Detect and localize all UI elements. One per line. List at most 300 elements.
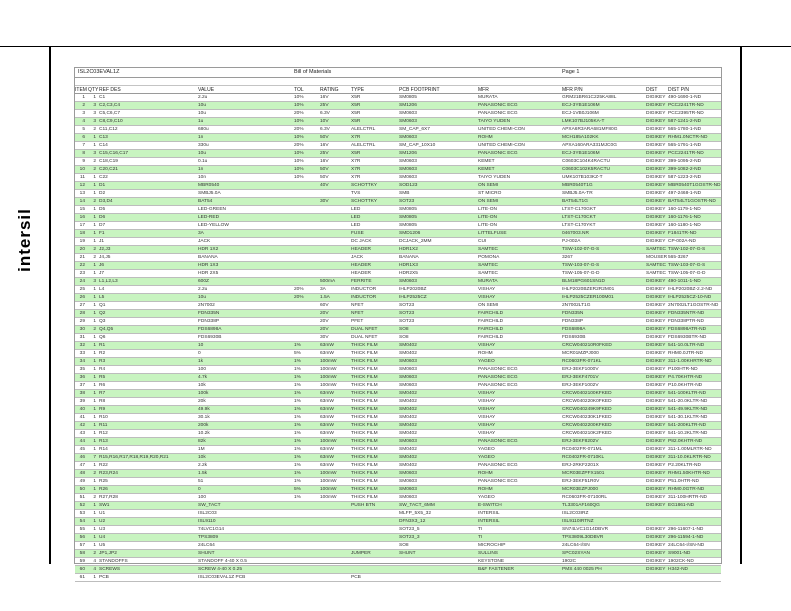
table-row xyxy=(75,438,721,446)
cell-mfr: VISHAY xyxy=(478,399,496,404)
cell-mfr: VISHAY xyxy=(478,295,496,300)
cell-mfr: YAGEO xyxy=(478,495,495,500)
cell-qty: 1 xyxy=(93,535,96,540)
cell-dist-pn: 541-20.0KLTR-ND xyxy=(668,399,708,404)
cell-dist: DIGIKEY xyxy=(646,495,666,500)
cell-rating: 63mW xyxy=(320,431,334,436)
cell-item: 29 xyxy=(79,319,85,324)
cell-mfr: UNITED CHEMI-CON xyxy=(478,143,525,148)
cell-value: BANANA xyxy=(198,255,218,260)
cell-item: 15 xyxy=(79,207,85,212)
cell-dist: DIGIKEY xyxy=(646,455,666,460)
cell-dist-pn: H342-ND xyxy=(668,567,688,572)
cell-mfr-pn: GRM21BR61C225KA88L xyxy=(562,95,617,100)
cell-value: SHUNT xyxy=(198,551,215,556)
cell-type: PCB xyxy=(351,575,361,580)
cell-mfr-pn: ECJ-1VB0J106M xyxy=(562,111,599,116)
cell-dist: SAMTEC xyxy=(646,247,666,252)
cell-pcb-footprint: SM0805 xyxy=(399,215,417,220)
cell-qty: 2 xyxy=(93,471,96,476)
cell-pcb-footprint: SM0402 xyxy=(399,391,417,396)
cell-item: 59 xyxy=(79,559,85,564)
cell-qty: 1 xyxy=(93,431,96,436)
cell-mfr-pn: FDN335N xyxy=(562,311,584,316)
cell-qty: 2 xyxy=(93,247,96,252)
cell-item: 18 xyxy=(79,231,85,236)
cell-dist-pn: 490-1690-1-ND xyxy=(668,95,702,100)
cell-mfr-pn: ERJ-3EKF1002V xyxy=(562,383,599,388)
cell-type: HEADER xyxy=(351,263,371,268)
cell-dist-pn: 160-1176-1-ND xyxy=(668,215,701,220)
cell-tol: 5% xyxy=(294,487,301,492)
cell-pcb-footprint: SOT23 xyxy=(399,303,415,308)
cell-item: 10 xyxy=(79,167,85,172)
cell-item: 7 xyxy=(82,143,85,148)
cell-qty: 1 xyxy=(93,527,96,532)
cell-dist: DIGIKEY xyxy=(646,535,666,540)
cell-rating: 20V xyxy=(320,327,329,332)
table-row xyxy=(75,534,721,542)
cell-type: JUMPER xyxy=(351,551,371,556)
cell-type: THICK FILM xyxy=(351,479,378,484)
cell-mfr-pn: ECJ-3YB1E106M xyxy=(562,103,600,108)
cell-mfr-pn: RC0402FR-071ML xyxy=(562,447,603,452)
cell-dist: DIGIKEY xyxy=(646,151,666,156)
cell-pcb-footprint: SOD123 xyxy=(399,183,418,188)
table-row xyxy=(75,430,721,438)
cell-mfr: LITE-ON xyxy=(478,215,497,220)
cell-type: X7R xyxy=(351,175,361,180)
cell-pcb-footprint: SM0603 xyxy=(399,375,417,380)
cell-rating: 20V xyxy=(320,311,329,316)
cell-tol: 1% xyxy=(294,415,301,420)
cell-value: 4.7k xyxy=(198,375,208,380)
cell-rating: 16V xyxy=(320,143,329,148)
cell-mfr-pn: ERJ-3EKF1000V xyxy=(562,367,599,372)
cell-dist: DIGIKEY xyxy=(646,287,666,292)
cell-mfr: ROHM xyxy=(478,351,493,356)
cell-ref-des: D2 xyxy=(99,191,106,196)
cell-type: THICK FILM xyxy=(351,439,378,444)
cell-dist: SAMTEC xyxy=(646,271,666,276)
cell-item: 8 xyxy=(82,151,85,156)
cell-qty: 4 xyxy=(93,567,96,572)
cell-mfr: TI xyxy=(478,535,483,540)
cell-ref-des: C20,C21 xyxy=(99,167,118,172)
cell-dist: DIGIKEY xyxy=(646,303,666,308)
cell-ref-des: U3 xyxy=(99,527,106,532)
cell-qty: 2 xyxy=(93,127,96,132)
table-row xyxy=(75,230,721,238)
cell-qty: 1 xyxy=(93,319,96,324)
table-row xyxy=(75,470,721,478)
cell-mfr: TI xyxy=(478,527,483,532)
cell-ref-des: C2,C3,C4 xyxy=(99,103,121,108)
cell-dist-pn: F1841TR-ND xyxy=(668,231,697,236)
cell-mfr-pn: TSW-105-07-G-D xyxy=(562,271,600,276)
cell-dist: DIGIKEY xyxy=(646,335,666,340)
cell-value: 330u xyxy=(198,143,209,148)
table-row xyxy=(75,238,721,246)
table-row xyxy=(75,406,721,414)
cell-value: 0 xyxy=(198,487,201,492)
cell-mfr-pn: 1902C xyxy=(562,559,577,564)
cell-dist: DIGIKEY xyxy=(646,487,666,492)
cell-ref-des: R6 xyxy=(99,383,106,388)
cell-value: 1k xyxy=(198,359,204,364)
col-value: VALUE xyxy=(198,87,215,93)
cell-pcb-footprint: SOT23 xyxy=(399,311,415,316)
cell-qty: 1 xyxy=(93,239,96,244)
cell-dist: DIGIKEY xyxy=(646,503,666,508)
table-row xyxy=(75,246,721,254)
cell-type: THICK FILM xyxy=(351,407,378,412)
cell-pcb-footprint: SM1206 xyxy=(399,103,417,108)
cell-value: LED-YELLOW xyxy=(198,223,229,228)
cell-ref-des: R12 xyxy=(99,431,108,436)
cell-qty: 1 xyxy=(93,359,96,364)
cell-value: BAT54 xyxy=(198,199,213,204)
table-row xyxy=(75,478,721,486)
cell-ref-des: U4 xyxy=(99,535,106,540)
cell-mfr-pn: TSW-102-07-G-S xyxy=(562,247,600,252)
cell-pcb-footprint: SM_CAP_6X7 xyxy=(399,127,430,132)
cell-dist-pn: 2N7002LT1GOSTR-ND xyxy=(668,303,719,308)
cell-type: SCHOTTKY xyxy=(351,199,378,204)
cell-item: 57 xyxy=(79,543,85,548)
cell-tol: 1% xyxy=(294,383,301,388)
cell-dist-pn: 565-1780-1-ND xyxy=(668,127,702,132)
cell-qty: 1 xyxy=(93,367,96,372)
cell-dist-pn: 541-200KLTR-ND xyxy=(668,423,707,428)
cell-pcb-footprint: SM0402 xyxy=(399,463,417,468)
cell-dist-pn: BAT54LT1GOSTR-ND xyxy=(668,199,716,204)
cell-dist-pn: RHM1.50KHTR-ND xyxy=(668,471,710,476)
cell-item: 37 xyxy=(79,383,85,388)
cell-mfr: B&F FASTENER xyxy=(478,567,514,572)
cell-ref-des: R11 xyxy=(99,423,108,428)
cell-ref-des: R1 xyxy=(99,343,106,348)
cell-rating: 63mW xyxy=(320,399,334,404)
cell-ref-des: R10 xyxy=(99,415,108,420)
left-margin-rule xyxy=(49,46,51,564)
cell-mfr: PANASONIC ECG xyxy=(478,383,518,388)
cell-dist-pn: P100HTR-ND xyxy=(668,367,698,372)
intersil-logo xyxy=(2,200,48,280)
cell-dist-pn: 490-1011-1-ND xyxy=(668,279,701,284)
cell-type: LED xyxy=(351,215,361,220)
cell-tol: 1% xyxy=(294,367,301,372)
cell-value: SW_TACT xyxy=(198,503,221,508)
cell-type: THICK FILM xyxy=(351,431,378,436)
cell-dist-pn: FDN335NTR-ND xyxy=(668,311,705,316)
cell-type: NFET xyxy=(351,303,364,308)
cell-dist: SAMTEC xyxy=(646,263,666,268)
col-pcb-footprint: PCB FOOTPRINT xyxy=(399,87,440,93)
cell-type: FUSE xyxy=(351,231,364,236)
cell-dist-pn: PCC2241TR-ND xyxy=(668,103,704,108)
cell-dist: DIGIKEY xyxy=(646,119,666,124)
cell-item: 32 xyxy=(79,343,85,348)
cell-value: 0 xyxy=(198,351,201,356)
cell-rating: 63mW xyxy=(320,415,334,420)
cell-ref-des: R13 xyxy=(99,439,108,444)
cell-type: LED xyxy=(351,207,361,212)
table-row xyxy=(75,206,721,214)
cell-ref-des: R3 xyxy=(99,359,106,364)
col-mfr-pn: MFR P/N xyxy=(562,87,583,93)
cell-tol: 1% xyxy=(294,359,301,364)
cell-tol: 20% xyxy=(294,295,304,300)
cell-mfr: FAIRCHILD xyxy=(478,319,504,324)
logo-text: intersil xyxy=(15,208,34,272)
cell-dist-pn: 311-100HRTR-ND xyxy=(668,495,708,500)
cell-item: 34 xyxy=(79,359,85,364)
table-row xyxy=(75,526,721,534)
cell-value: STANDOFF 4-40 X 0.5 xyxy=(198,559,247,564)
table-row xyxy=(75,254,721,262)
cell-mfr: YAGEO xyxy=(478,447,495,452)
cell-item: 25 xyxy=(79,287,85,292)
cell-dist: DIGIKEY xyxy=(646,95,666,100)
cell-pcb-footprint: DCJACK_2MM xyxy=(399,239,432,244)
cell-value: TPS3809 xyxy=(198,535,219,540)
cell-mfr-pn: SMBJ5.0A-TR xyxy=(562,191,593,196)
cell-ref-des: C13 xyxy=(99,135,108,140)
cell-dist-pn: P10.0KHTR-ND xyxy=(668,383,703,388)
cell-ref-des: C1 xyxy=(99,95,106,100)
cell-value: MBR0540 xyxy=(198,183,220,188)
cell-item: 54 xyxy=(79,519,85,524)
cell-dist: DIGIKEY xyxy=(646,343,666,348)
cell-ref-des: R9 xyxy=(99,407,106,412)
cell-rating: 100mW xyxy=(320,383,337,388)
cell-dist: DIGIKEY xyxy=(646,319,666,324)
cell-item: 3 xyxy=(82,111,85,116)
cell-dist: DIGIKEY xyxy=(646,399,666,404)
cell-dist-pn: 541-30.1KLTR-ND xyxy=(668,415,708,420)
cell-type: THICK FILM xyxy=(351,399,378,404)
cell-type: X7R xyxy=(351,167,361,172)
cell-value: 3A xyxy=(198,231,204,236)
cell-item: 42 xyxy=(79,423,85,428)
cell-ref-des: R2 xyxy=(99,351,106,356)
cell-mfr: VISHAY xyxy=(478,431,496,436)
cell-ref-des: R7 xyxy=(99,391,106,396)
cell-mfr: LITE-ON xyxy=(478,223,497,228)
cell-tol: 10% xyxy=(294,159,304,164)
cell-pcb-footprint: SM0402 xyxy=(399,351,417,356)
cell-ref-des: D7 xyxy=(99,223,106,228)
cell-mfr-pn: CRCW040249K9FKED xyxy=(562,407,612,412)
cell-pcb-footprint: SM0603 xyxy=(399,383,417,388)
cell-ref-des: STANDOFFS xyxy=(99,559,128,564)
cell-item: 51 xyxy=(79,495,85,500)
cell-dist-pn: FDS6898ATR-ND xyxy=(668,327,707,332)
table-row xyxy=(75,318,721,326)
cell-tol: 10% xyxy=(294,175,304,180)
cell-type: THICK FILM xyxy=(351,367,378,372)
cell-mfr: VISHAY xyxy=(478,423,496,428)
table-row xyxy=(75,110,721,118)
cell-rating: 100mW xyxy=(320,367,337,372)
cell-rating: 40V xyxy=(320,183,329,188)
table-row xyxy=(75,374,721,382)
cell-tol: 20% xyxy=(294,143,304,148)
cell-tol: 10% xyxy=(294,151,304,156)
cell-value: HDR 1X2 xyxy=(198,247,219,252)
cell-dist-pn: 160-1179-1-ND xyxy=(668,207,701,212)
cell-mfr-pn: ISL2C03IRZ xyxy=(562,511,589,516)
cell-tol: 1% xyxy=(294,375,301,380)
cell-mfr: PANASONIC ECG xyxy=(478,479,518,484)
cell-value: 100 xyxy=(198,495,207,500)
col-rating: RATING xyxy=(320,87,339,93)
cell-pcb-footprint: SOT23_3 xyxy=(399,535,420,540)
cell-mfr: UNITED CHEMI-CON xyxy=(478,127,525,132)
cell-mfr: PANASONIC ECG xyxy=(478,463,518,468)
table-row xyxy=(75,310,721,318)
cell-mfr-pn: CRCW040230K1FKED xyxy=(562,415,612,420)
cell-mfr-pn: UMK107B103KZ-T xyxy=(562,175,603,180)
cell-ref-des: C11,C12 xyxy=(99,127,118,132)
cell-mfr-pn: FDS6930B xyxy=(562,335,586,340)
cell-mfr: KEYSTONE xyxy=(478,559,505,564)
cell-rating: 100mW xyxy=(320,471,337,476)
cell-mfr-pn: ERJ-3EKF51R0V xyxy=(562,479,600,484)
cell-item: 53 xyxy=(79,511,85,516)
cell-value: SMBJ5.0A xyxy=(198,191,221,196)
cell-item: 4 xyxy=(82,119,85,124)
cell-tol: 10% xyxy=(294,135,304,140)
cell-dist-pn: RHM0.0GTR-ND xyxy=(668,487,705,492)
cell-type: PFET xyxy=(351,319,364,324)
cell-mfr: SAMTEC xyxy=(478,263,498,268)
cell-pcb-footprint: SW_TACT_6MM xyxy=(399,503,435,508)
table-row xyxy=(75,494,721,502)
cell-mfr: PANASONIC ECG xyxy=(478,375,518,380)
table-row xyxy=(75,574,721,582)
cell-qty: 1 xyxy=(93,383,96,388)
cell-mfr-pn: TL3301AF160QG xyxy=(562,503,600,508)
cell-dist-pn: 296-11607-1-ND xyxy=(668,527,704,532)
cell-value: HDR 1X3 xyxy=(198,263,219,268)
cell-mfr: E-SWITCH xyxy=(478,503,502,508)
cell-dist-pn: CP-002A-ND xyxy=(668,239,696,244)
cell-dist-pn: EG1861-ND xyxy=(668,503,695,508)
table-row xyxy=(75,174,721,182)
cell-tol: 1% xyxy=(294,399,301,404)
cell-mfr: CUI xyxy=(478,239,487,244)
cell-item: 48 xyxy=(79,471,85,476)
cell-mfr-pn: ERJ-2RKF2201X xyxy=(562,463,599,468)
cell-dist: DIGIKEY xyxy=(646,383,666,388)
cell-dist-pn: 541-49.9KLTR-ND xyxy=(668,407,708,412)
cell-mfr-pn: CRCW040210R0FKED xyxy=(562,343,612,348)
cell-qty: 1 xyxy=(93,447,96,452)
cell-ref-des: D3,D4 xyxy=(99,199,113,204)
cell-item: 19 xyxy=(79,239,85,244)
cell-pcb-footprint: SO8 xyxy=(399,327,409,332)
cell-mfr: PANASONIC ECG xyxy=(478,439,518,444)
cell-dist-pn: P2.20KLTR-ND xyxy=(668,463,701,468)
cell-ref-des: L5 xyxy=(99,295,105,300)
cell-rating: 50V xyxy=(320,167,329,172)
cell-ref-des: R27,R28 xyxy=(99,495,118,500)
cell-rating: 100mW xyxy=(320,439,337,444)
cell-dist: DIGIKEY xyxy=(646,207,666,212)
cell-rating: 16V xyxy=(320,159,329,164)
cell-mfr-pn: PMS 440 0025 PH xyxy=(562,567,602,572)
cell-type: X5R xyxy=(351,151,361,156)
cell-mfr-pn: CRCW040220K0FKED xyxy=(562,399,612,404)
cell-pcb-footprint: SM0603 xyxy=(399,495,417,500)
cell-mfr: YAGEO xyxy=(478,455,495,460)
cell-mfr-pn: 24LC64-I/SN xyxy=(562,543,590,548)
cell-mfr-pn: LMK107BJ105KA-T xyxy=(562,119,605,124)
cell-rating: 16V xyxy=(320,95,329,100)
cell-rating: 25V xyxy=(320,103,329,108)
cell-ref-des: Q1 xyxy=(99,303,106,308)
cell-item: 1 xyxy=(82,95,85,100)
cell-mfr-pn: C0603C102K5RACTU xyxy=(562,167,610,172)
cell-pcb-footprint: HDR1X2 xyxy=(399,247,418,252)
cell-pcb-footprint: DFN3X3_12 xyxy=(399,519,426,524)
cell-mfr: TAIYO YUDEN xyxy=(478,175,511,180)
cell-type: THICK FILM xyxy=(351,463,378,468)
table-row xyxy=(75,334,721,342)
cell-item: 36 xyxy=(79,375,85,380)
col-ref-des: REF DES xyxy=(99,87,121,93)
cell-qty: 1 xyxy=(93,375,96,380)
cell-mfr: ON SEMI xyxy=(478,199,499,204)
cell-item: 24 xyxy=(79,279,85,284)
cell-mfr-pn: CRCW0402200KFKED xyxy=(562,423,612,428)
cell-qty: 1 xyxy=(93,231,96,236)
cell-rating: 50V xyxy=(320,135,329,140)
table-row xyxy=(75,134,721,142)
cell-type: DC JACK xyxy=(351,239,372,244)
cell-item: 43 xyxy=(79,431,85,436)
cell-type: THICK FILM xyxy=(351,351,378,356)
cell-mfr: INTERSIL xyxy=(478,519,500,524)
cell-item: 47 xyxy=(79,463,85,468)
table-row xyxy=(75,286,721,294)
cell-pcb-footprint: SM0402 xyxy=(399,447,417,452)
cell-ref-des: C18,C19 xyxy=(99,159,118,164)
cell-tol: 1% xyxy=(294,391,301,396)
cell-dist: DIGIKEY xyxy=(646,199,666,204)
cell-mfr-pn: IHLP2020BZER2R2M01 xyxy=(562,287,615,292)
cell-dist-pn: 160-1180-1-ND xyxy=(668,223,701,228)
cell-dist-pn: S9001-ND xyxy=(668,551,691,556)
cell-ref-des: U2 xyxy=(99,519,106,524)
cell-mfr: ON SEMI xyxy=(478,183,499,188)
cell-rating: 63mW xyxy=(320,447,334,452)
cell-pcb-footprint: SM0603 xyxy=(399,119,417,124)
cell-item: 16 xyxy=(79,215,85,220)
cell-item: 23 xyxy=(79,271,85,276)
cell-ref-des: Q6 xyxy=(99,335,106,340)
cell-mfr-pn: CRCW040210K2FKED xyxy=(562,431,612,436)
cell-qty: 1 xyxy=(93,415,96,420)
cell-dist-pn: PCC2241TR-ND xyxy=(668,151,704,156)
cell-qty: 1 xyxy=(93,479,96,484)
cell-dist: DIGIKEY xyxy=(646,191,666,196)
cell-qty: 1 xyxy=(93,287,96,292)
cell-dist: DIGIKEY xyxy=(646,439,666,444)
cell-item: 28 xyxy=(79,311,85,316)
